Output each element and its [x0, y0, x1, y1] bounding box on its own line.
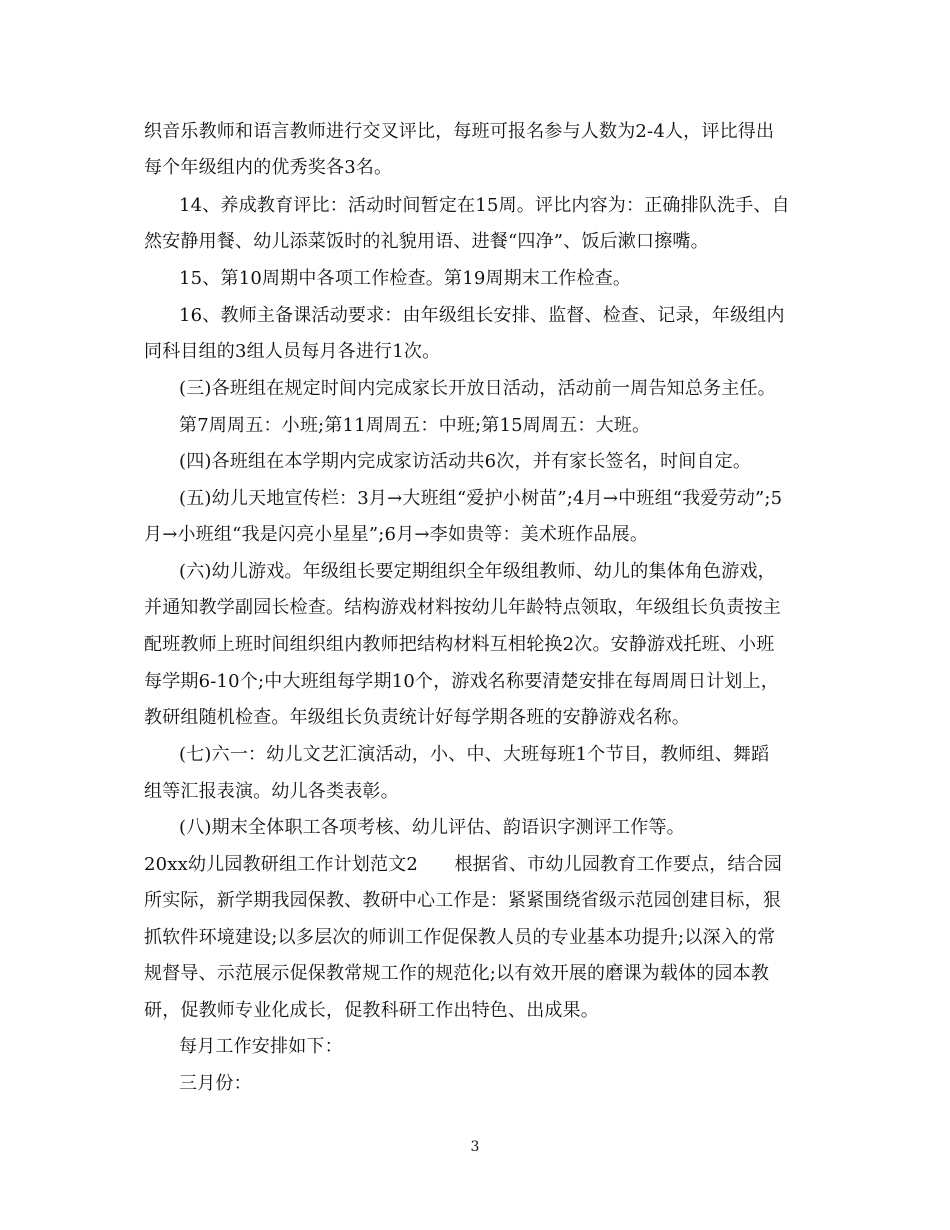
- page-number: 3: [470, 1139, 480, 1155]
- paragraph-line: 配班教师上班时间组织组内教师把结构材料互相轮换2次。安静游戏托班、小班: [144, 634, 775, 655]
- paragraph-line: 20xx幼儿园教研组工作计划范文2 根据省、市幼儿园教育工作要点，结合园: [144, 854, 783, 875]
- paragraph-line: (五)幼儿天地宣传栏：3月→大班组“爱护小树苗”;4月→中班组“我爱劳动”;5: [179, 488, 783, 509]
- paragraph-line: 每学期6-10个;中大班组每学期10个，游戏名称要清楚安排在每周周日计划上，: [144, 671, 780, 692]
- paragraph-line: 研，促教师专业化成长，促教科研工作出特色、出成果。: [144, 1000, 599, 1021]
- paragraph-line: 规督导、示范展示促保教常规工作的规范化;以有效开展的磨课为载体的园本教: [144, 963, 770, 984]
- paragraph-line: 第7周周五：小班;第11周周五：中班;第15周周五：大班。: [179, 415, 651, 436]
- paragraph-line: 然安静用餐、幼儿添菜饭时的礼貌用语、进餐“四净”、饭后漱口擦嘴。: [144, 231, 709, 252]
- paragraph-line: 同科目组的3组人员每月各进行1次。: [144, 341, 441, 362]
- paragraph-line: 织音乐教师和语言教师进行交叉评比，每班可报名参与人数为2-4人，评比得出: [144, 121, 775, 142]
- paragraph-line: 组等汇报表演。幼儿各类表彰。: [144, 781, 399, 802]
- paragraph-line: 每月工作安排如下：: [179, 1036, 343, 1057]
- paragraph-line: (四)各班组在本学期内完成家访活动共6次，并有家长签名，时间自定。: [179, 451, 752, 472]
- paragraph-line: 每个年级组内的优秀奖各3名。: [144, 157, 393, 178]
- paragraph-line: 三月份：: [179, 1073, 252, 1094]
- paragraph-line: 并通知教学副园长检查。结构游戏材料按幼儿年龄特点领取，年级组长负责按主: [144, 597, 781, 618]
- paragraph-line: (七)六一：幼儿文艺汇演活动，小、中、大班每班1个节目，教师组、舞蹈: [179, 744, 770, 765]
- paragraph-line: 抓软件环境建设;以多层次的师训工作促保教人员的专业基本功提升;以深入的常: [144, 927, 776, 948]
- paragraph-line: (六)幼儿游戏。年级组长要定期组织全年级组教师、幼儿的集体角色游戏，: [179, 561, 776, 582]
- paragraph-line: 15、第10周期中各项工作检查。第19周期末工作检查。: [179, 268, 632, 289]
- paragraph-line: 14、养成教育评比：活动时间暂定在15周。评比内容为：正确排队洗手、自: [179, 195, 790, 216]
- paragraph-line: 所实际，新学期我园保教、教研中心工作是：紧紧围绕省级示范园创建目标，狠: [144, 890, 781, 911]
- paragraph-line: 月→小班组“我是闪亮小星星”;6月→李如贵等：美术班作品展。: [144, 524, 649, 545]
- paragraph-line: 16、教师主备课活动要求：由年级组长安排、监督、检查、记录，年级组内: [179, 305, 785, 326]
- paragraph-line: (三)各班组在规定时间内完成家长开放日活动，活动前一周告知总务主任。: [179, 378, 776, 399]
- paragraph-line: 教研组随机检查。年级组长负责统计好每学期各班的安静游戏名称。: [144, 707, 690, 728]
- paragraph-line: (八)期末全体职工各项考核、幼儿评估、韵语识字测评工作等。: [179, 817, 685, 838]
